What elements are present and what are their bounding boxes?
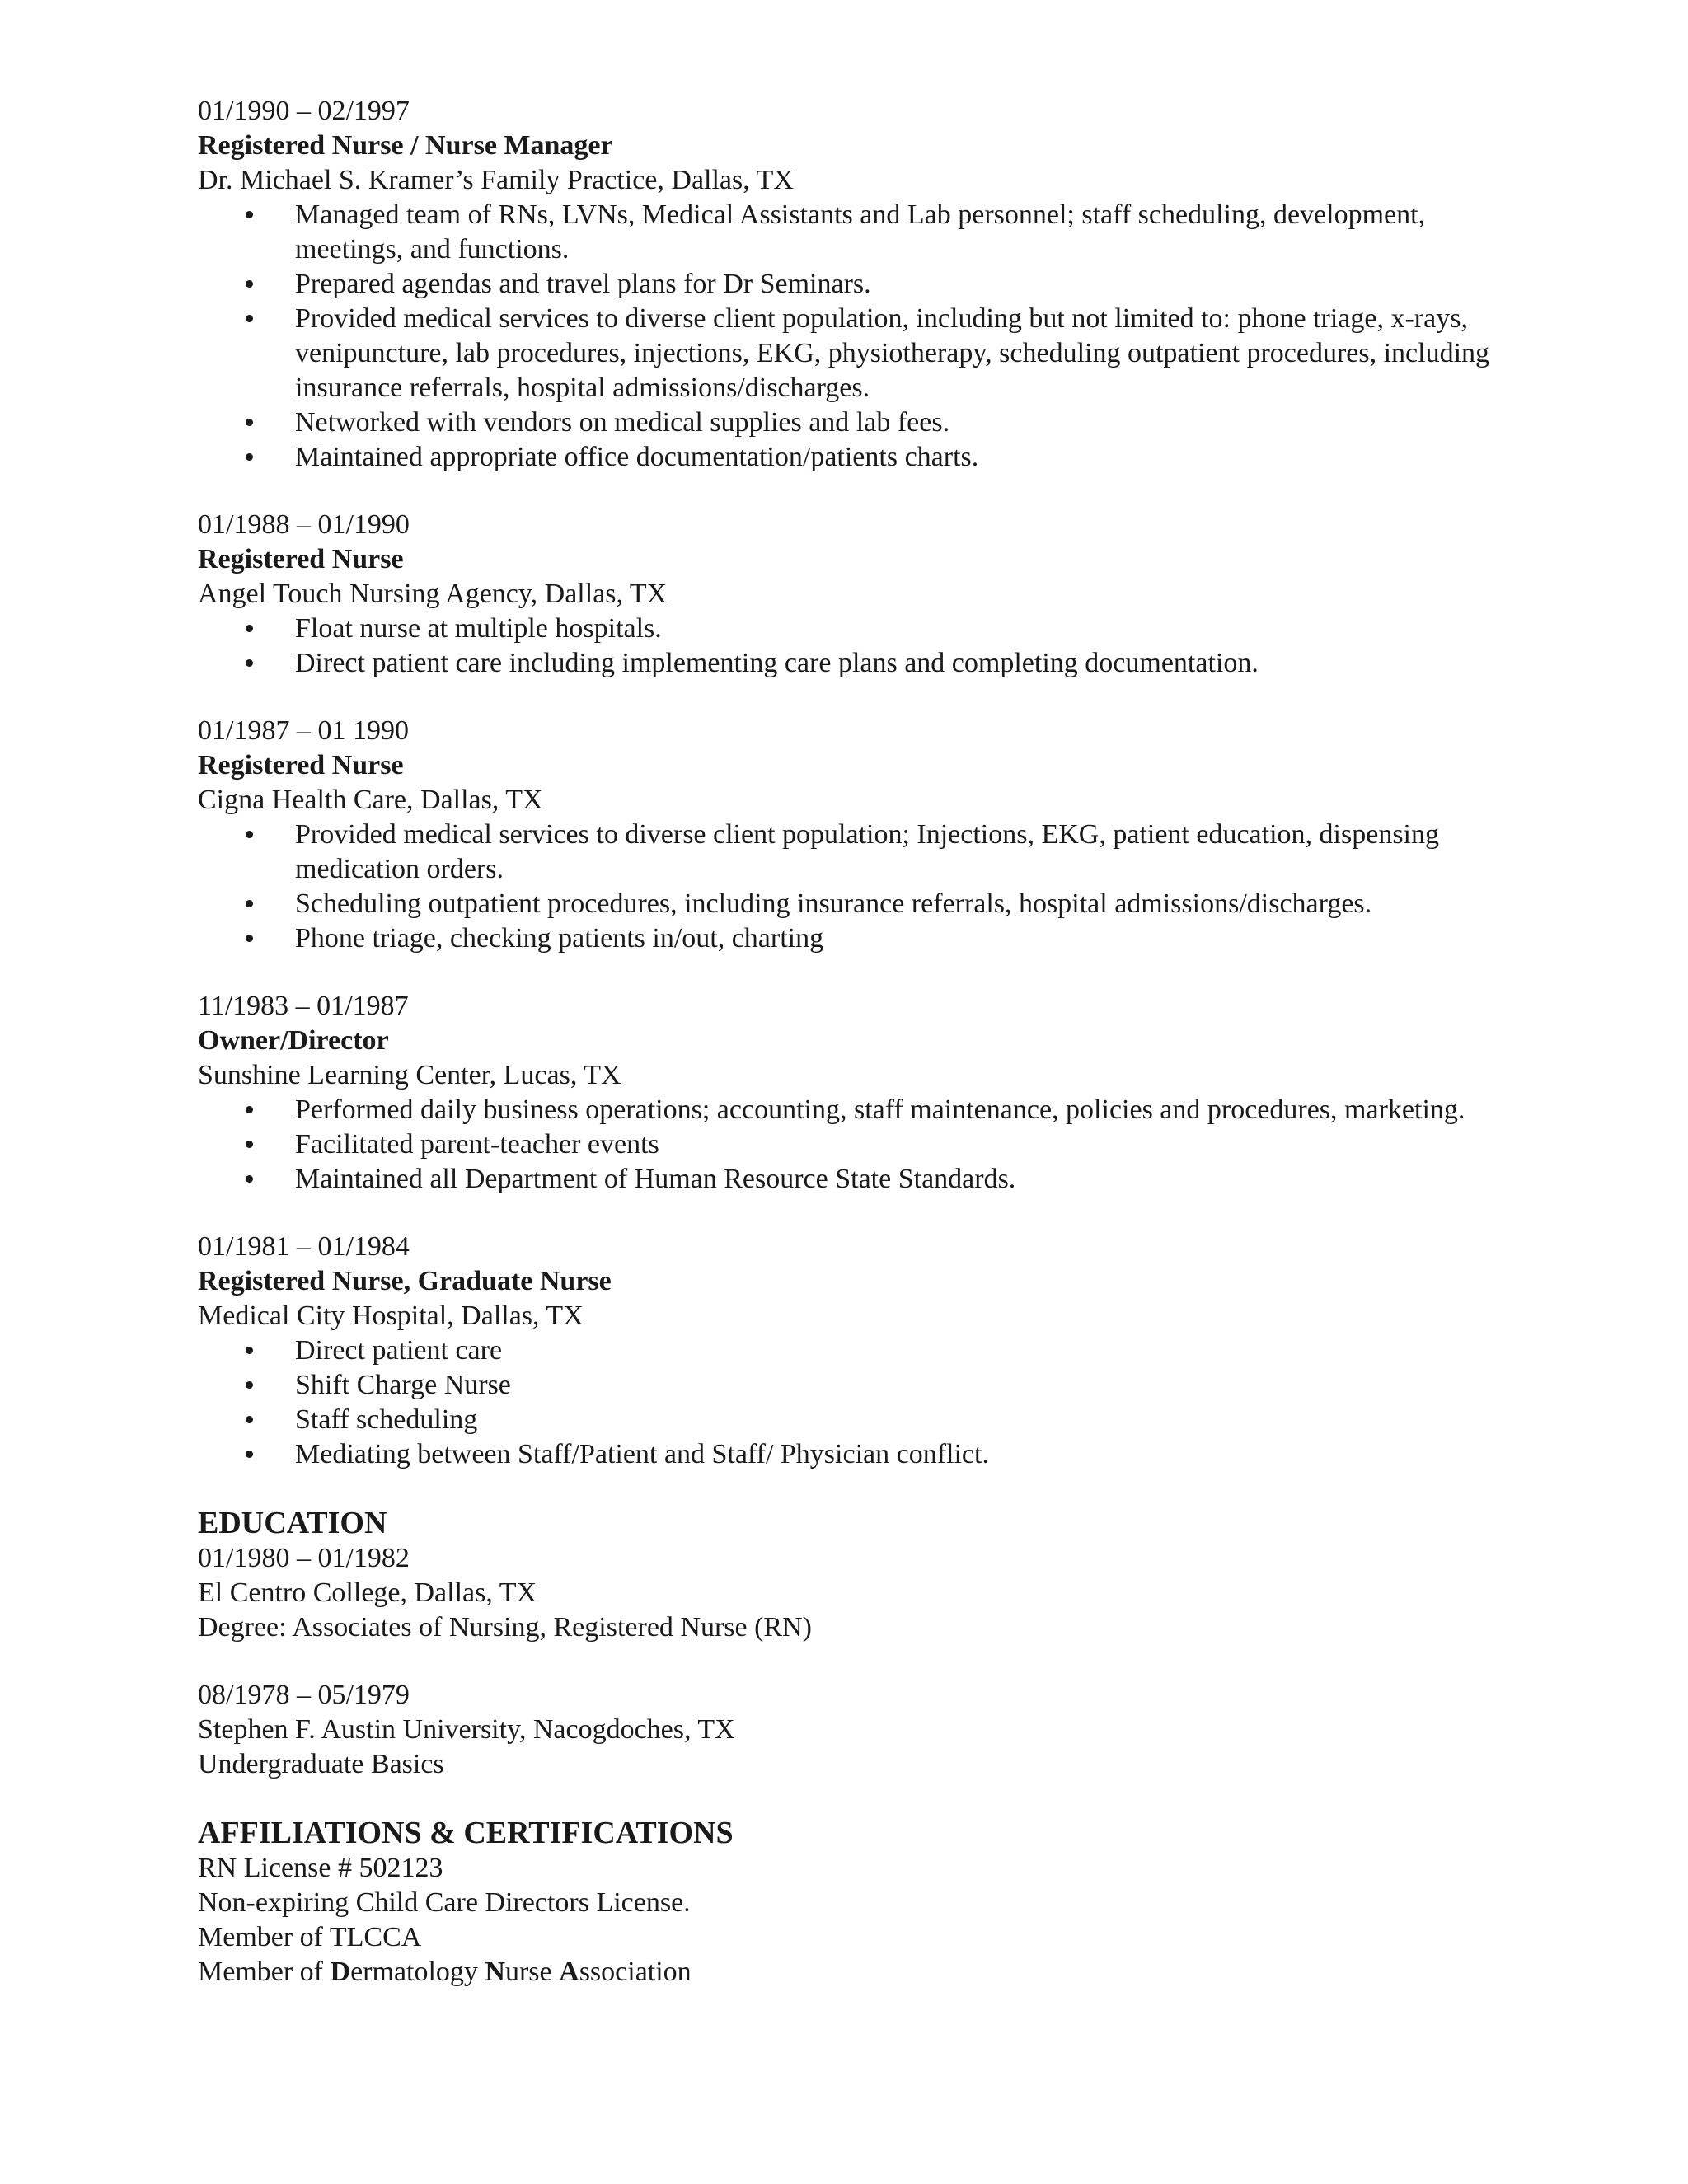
job-duties-list xyxy=(198,818,1517,956)
affiliation-prefix: Member of xyxy=(198,1957,331,1987)
duty-text: Scheduling outpatient procedures, including insurance referrals, hospital admissions/discharges. xyxy=(295,888,1372,919)
affiliations-section xyxy=(198,1815,1517,1990)
initial-letter: A xyxy=(559,1957,579,1987)
duty-text: Mediating between Staff/Patient and Staff/ Physician conflict. xyxy=(295,1439,989,1469)
job-employer: Cigna Health Care, Dallas, TX xyxy=(198,785,543,815)
bullet-icon xyxy=(246,211,253,218)
job-title: Registered Nurse, Graduate Nurse xyxy=(198,1266,612,1296)
education-heading: EDUCATION xyxy=(198,1506,387,1540)
initial-letter: N xyxy=(485,1957,505,1987)
affiliation-item-dna xyxy=(198,1955,1517,1990)
word-rest: ssociation xyxy=(579,1957,692,1987)
bullet-icon xyxy=(246,453,253,461)
job-title: Registered Nurse xyxy=(198,544,404,574)
duty-text: Performed daily business operations; accounting, staff maintenance, policies and procedures, marketing. xyxy=(295,1094,1465,1125)
resume-page xyxy=(198,94,1517,1990)
education-school: Stephen F. Austin University, Nacogdoches, TX xyxy=(198,1714,735,1745)
job-entry xyxy=(198,989,1517,1197)
bullet-icon xyxy=(246,419,253,426)
job-employer: Angel Touch Nursing Agency, Dallas, TX xyxy=(198,579,668,609)
bullet-icon xyxy=(246,1416,253,1423)
affiliations-heading: AFFILIATIONS & CERTIFICATIONS xyxy=(198,1816,734,1850)
initial-letter: D xyxy=(330,1957,351,1987)
job-duties-list xyxy=(198,1333,1517,1472)
bullet-icon xyxy=(246,935,253,942)
duty-text: Provided medical services to diverse client population; Injections, EKG, patient education, dispensing medication orders. xyxy=(295,819,1439,884)
job-duties-list xyxy=(198,1093,1517,1197)
education-school: El Centro College, Dallas, TX xyxy=(198,1577,537,1608)
duty-text: Staff scheduling xyxy=(295,1404,478,1435)
duty-text: Phone triage, checking patients in/out, charting xyxy=(295,923,824,954)
duty-item xyxy=(198,1093,1517,1127)
job-duties-list xyxy=(198,198,1517,475)
job-entry xyxy=(198,508,1517,681)
duty-item xyxy=(198,1333,1517,1368)
duty-text: Maintained appropriate office documentation/patients charts. xyxy=(295,442,979,472)
duty-text: Prepared agendas and travel plans for Dr Seminars. xyxy=(295,269,871,299)
education-dates: 08/1978 – 05/1979 xyxy=(198,1680,410,1710)
affiliation-item: Member of TLCCA xyxy=(198,1922,422,1952)
job-title: Registered Nurse / Nurse Manager xyxy=(198,130,613,161)
job-entry xyxy=(198,714,1517,956)
bullet-icon xyxy=(246,900,253,907)
word-rest: urse xyxy=(504,1957,560,1987)
duty-item xyxy=(198,1403,1517,1437)
duty-item xyxy=(198,1368,1517,1403)
job-employer: Medical City Hospital, Dallas, TX xyxy=(198,1301,584,1331)
duty-item xyxy=(198,1162,1517,1197)
education-entry xyxy=(198,1541,1517,1645)
duty-item xyxy=(198,612,1517,646)
job-dates: 01/1981 – 01/1984 xyxy=(198,1231,410,1262)
duty-item xyxy=(198,440,1517,475)
duty-text: Managed team of RNs, LVNs, Medical Assistants and Lab personnel; staff scheduling, development, meetings, and functions. xyxy=(295,199,1426,265)
duty-item xyxy=(198,921,1517,956)
education-detail: Degree: Associates of Nursing, Registered Nurse (RN) xyxy=(198,1612,812,1643)
bullet-icon xyxy=(246,280,253,288)
duty-text: Networked with vendors on medical supplies and lab fees. xyxy=(295,407,950,438)
bullet-icon xyxy=(246,1381,253,1389)
duty-text: Facilitated parent-teacher events xyxy=(295,1129,659,1160)
job-title: Registered Nurse xyxy=(198,750,404,780)
job-employer: Sunshine Learning Center, Lucas, TX xyxy=(198,1060,621,1090)
job-duties-list xyxy=(198,612,1517,681)
duty-item xyxy=(198,1127,1517,1162)
duty-text: Maintained all Department of Human Resource State Standards. xyxy=(295,1164,1016,1194)
bullet-icon xyxy=(246,625,253,632)
job-entry xyxy=(198,94,1517,475)
job-entry xyxy=(198,1230,1517,1472)
bullet-icon xyxy=(246,1175,253,1183)
duty-item xyxy=(198,302,1517,405)
education-detail: Undergraduate Basics xyxy=(198,1749,444,1779)
affiliation-item: Non-expiring Child Care Directors License. xyxy=(198,1887,691,1918)
bullet-icon xyxy=(246,1347,253,1354)
duty-item xyxy=(198,887,1517,921)
duty-item xyxy=(198,818,1517,887)
bullet-icon xyxy=(246,1451,253,1458)
duty-item xyxy=(198,198,1517,267)
bullet-icon xyxy=(246,1141,253,1148)
job-title: Owner/Director xyxy=(198,1025,389,1056)
duty-text: Shift Charge Nurse xyxy=(295,1370,511,1400)
duty-item xyxy=(198,405,1517,440)
duty-text: Float nurse at multiple hospitals. xyxy=(295,613,662,644)
bullet-icon xyxy=(246,659,253,667)
duty-item xyxy=(198,646,1517,681)
education-dates: 01/1980 – 01/1982 xyxy=(198,1543,410,1573)
duty-text: Direct patient care xyxy=(295,1335,503,1366)
bullet-icon xyxy=(246,831,253,838)
affiliation-item: RN License # 502123 xyxy=(198,1853,443,1883)
job-dates: 01/1990 – 02/1997 xyxy=(198,96,410,126)
duty-item xyxy=(198,1437,1517,1472)
job-dates: 01/1987 – 01 1990 xyxy=(198,715,409,746)
word-rest: ermatology xyxy=(350,1957,485,1987)
duty-text: Direct patient care including implementing care plans and completing documentation. xyxy=(295,648,1259,678)
duty-item xyxy=(198,267,1517,302)
job-employer: Dr. Michael S. Kramer’s Family Practice, Dallas, TX xyxy=(198,165,794,195)
bullet-icon xyxy=(246,315,253,322)
education-section xyxy=(198,1505,1517,1782)
education-entry xyxy=(198,1678,1517,1782)
bullet-icon xyxy=(246,1106,253,1113)
job-dates: 11/1983 – 01/1987 xyxy=(198,991,409,1021)
job-dates: 01/1988 – 01/1990 xyxy=(198,509,410,540)
duty-text: Provided medical services to diverse client population, including but not limited to: phone triage, x-rays, venipuncture, lab procedures, injections, EKG, physiotherapy, scheduling outpatient procedures, including insurance referrals, hospital admissions/discharges. xyxy=(295,303,1490,403)
